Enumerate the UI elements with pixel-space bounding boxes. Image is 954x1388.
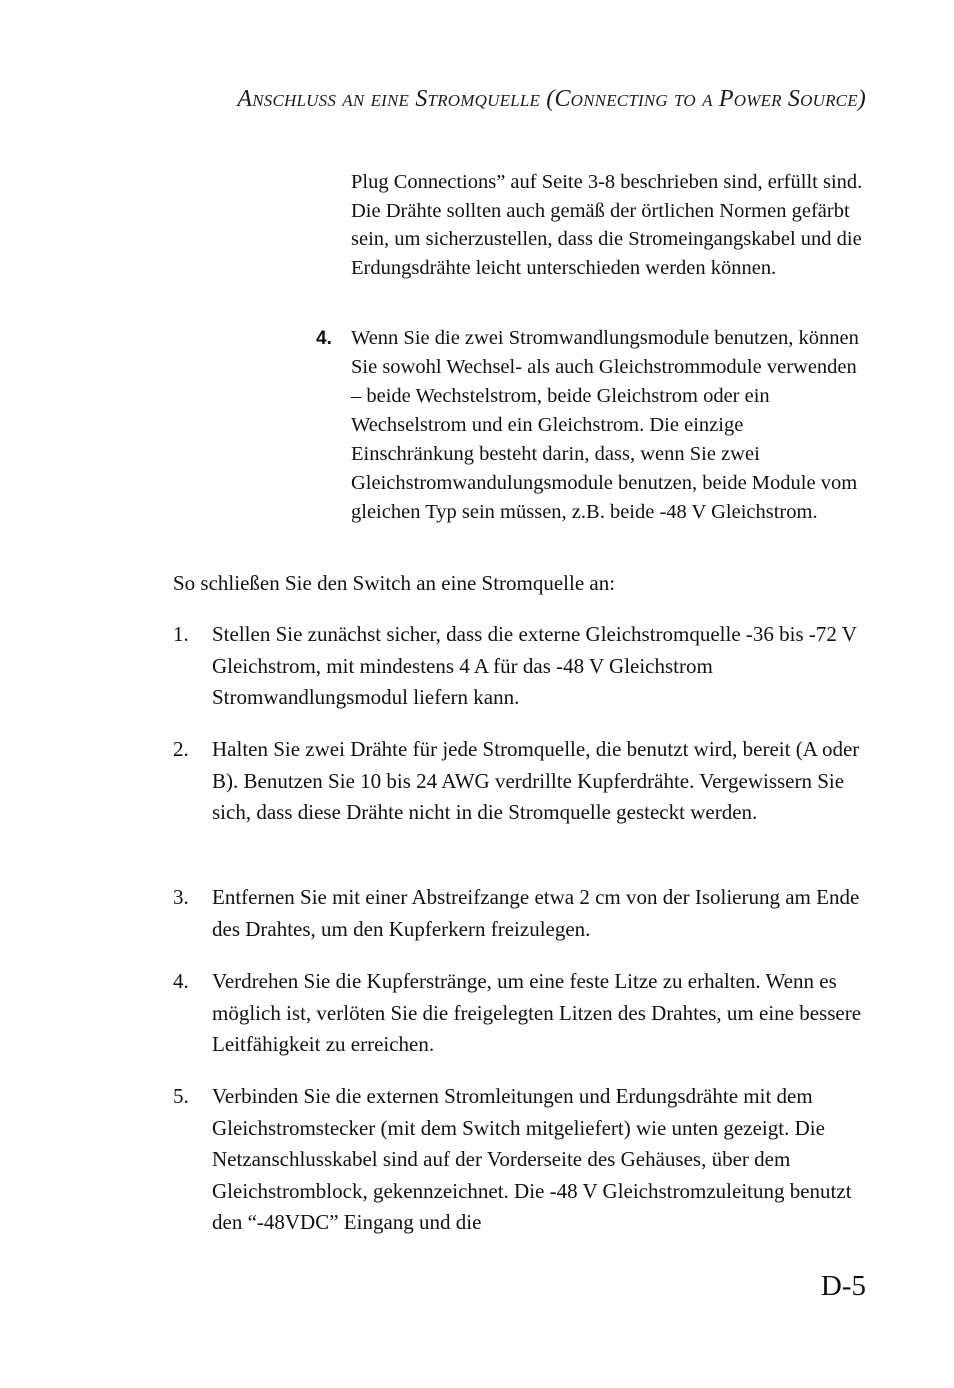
page-number: D-5 [820,1270,866,1302]
step-text: Verdrehen Sie die Kupferstränge, um eine feste Litze zu erhalten. Wenn es möglich ist, verlöten Sie die freigelegten Litzen des Drahtes, um eine bessere Leitfähigkeit zu erreichen. [212,969,862,1057]
step-number: 1. [173,622,189,646]
step-number: 5. [173,1084,189,1108]
running-header: Anschluss an eine Stromquelle (Connecting to a Power Source) [237,86,866,112]
continued-paragraph: Plug Connections” auf Seite 3-8 beschrieben sind, erfüllt sind. Die Drähte sollten auch gemäß der örtlichen Normen gefärbt sein, um sicherzustellen, dass die Stromeingangskabel und die Erdungsdrähte leicht unterschieden werden können. [351,171,863,280]
step-text: Entfernen Sie mit einer Abstreifzange etwa 2 cm von der Isolierung am Ende des Drahtes, um den Kupferkern freizulegen. [212,885,860,941]
step-number: 2. [173,737,189,761]
step-number: 4. [173,969,189,993]
step-number: 3. [173,885,189,909]
step-4 [173,966,873,1061]
step-3 [173,882,873,945]
step-text: Halten Sie zwei Drähte für jede Stromquelle, die benutzt wird, bereit (A oder B). Benutzen Sie 10 bis 24 AWG verdrillte Kupferdrähte. Vergewissern Sie sich, dass diese Drähte nicht in die Stromquelle gesteckt werden. [212,737,860,825]
step-1 [173,619,873,714]
note-item-text: Wenn Sie die zwei Stromwandlungsmodule benutzen, können Sie sowohl Wechsel- als auch Gleichstrommodule verwenden – beide Wechstelstrom, beide Gleichstrom oder ein Wechselstrom und ein Gleichstrom. Die einzige Einschränkung besteht darin, dass, wenn Sie zwei Gleichstromwandulungsmodule benutzen, beide Module vom gleichen Typ sein müssen, z.B. beide -48 V Gleichstrom. [351,327,859,523]
note-item-number: 4. [316,328,332,349]
step-5 [173,1081,873,1239]
step-text: Stellen Sie zunächst sicher, dass die externe Gleichstromquelle -36 bis -72 V Gleichstrom, mit mindestens 4 A für das -48 V Gleichstrom Stromwandlungsmodul liefern kann. [212,622,857,710]
note-item-4 [316,324,876,527]
procedure-intro: So schließen Sie den Switch an eine Stromquelle an: [173,571,616,595]
step-text: Verbinden Sie die externen Stromleitungen und Erdungsdrähte mit dem Gleichstromstecker (mit dem Switch mitgeliefert) wie unten gezeigt. Die Netzanschlusskabel sind auf der Vorderseite des Gehäuses, über dem Gleichstromblock, gekennzeichnet. Die -48 V Gleichstromzuleitung benutzt den “-48VDC” Eingang und die [212,1084,852,1235]
step-2 [173,734,873,829]
